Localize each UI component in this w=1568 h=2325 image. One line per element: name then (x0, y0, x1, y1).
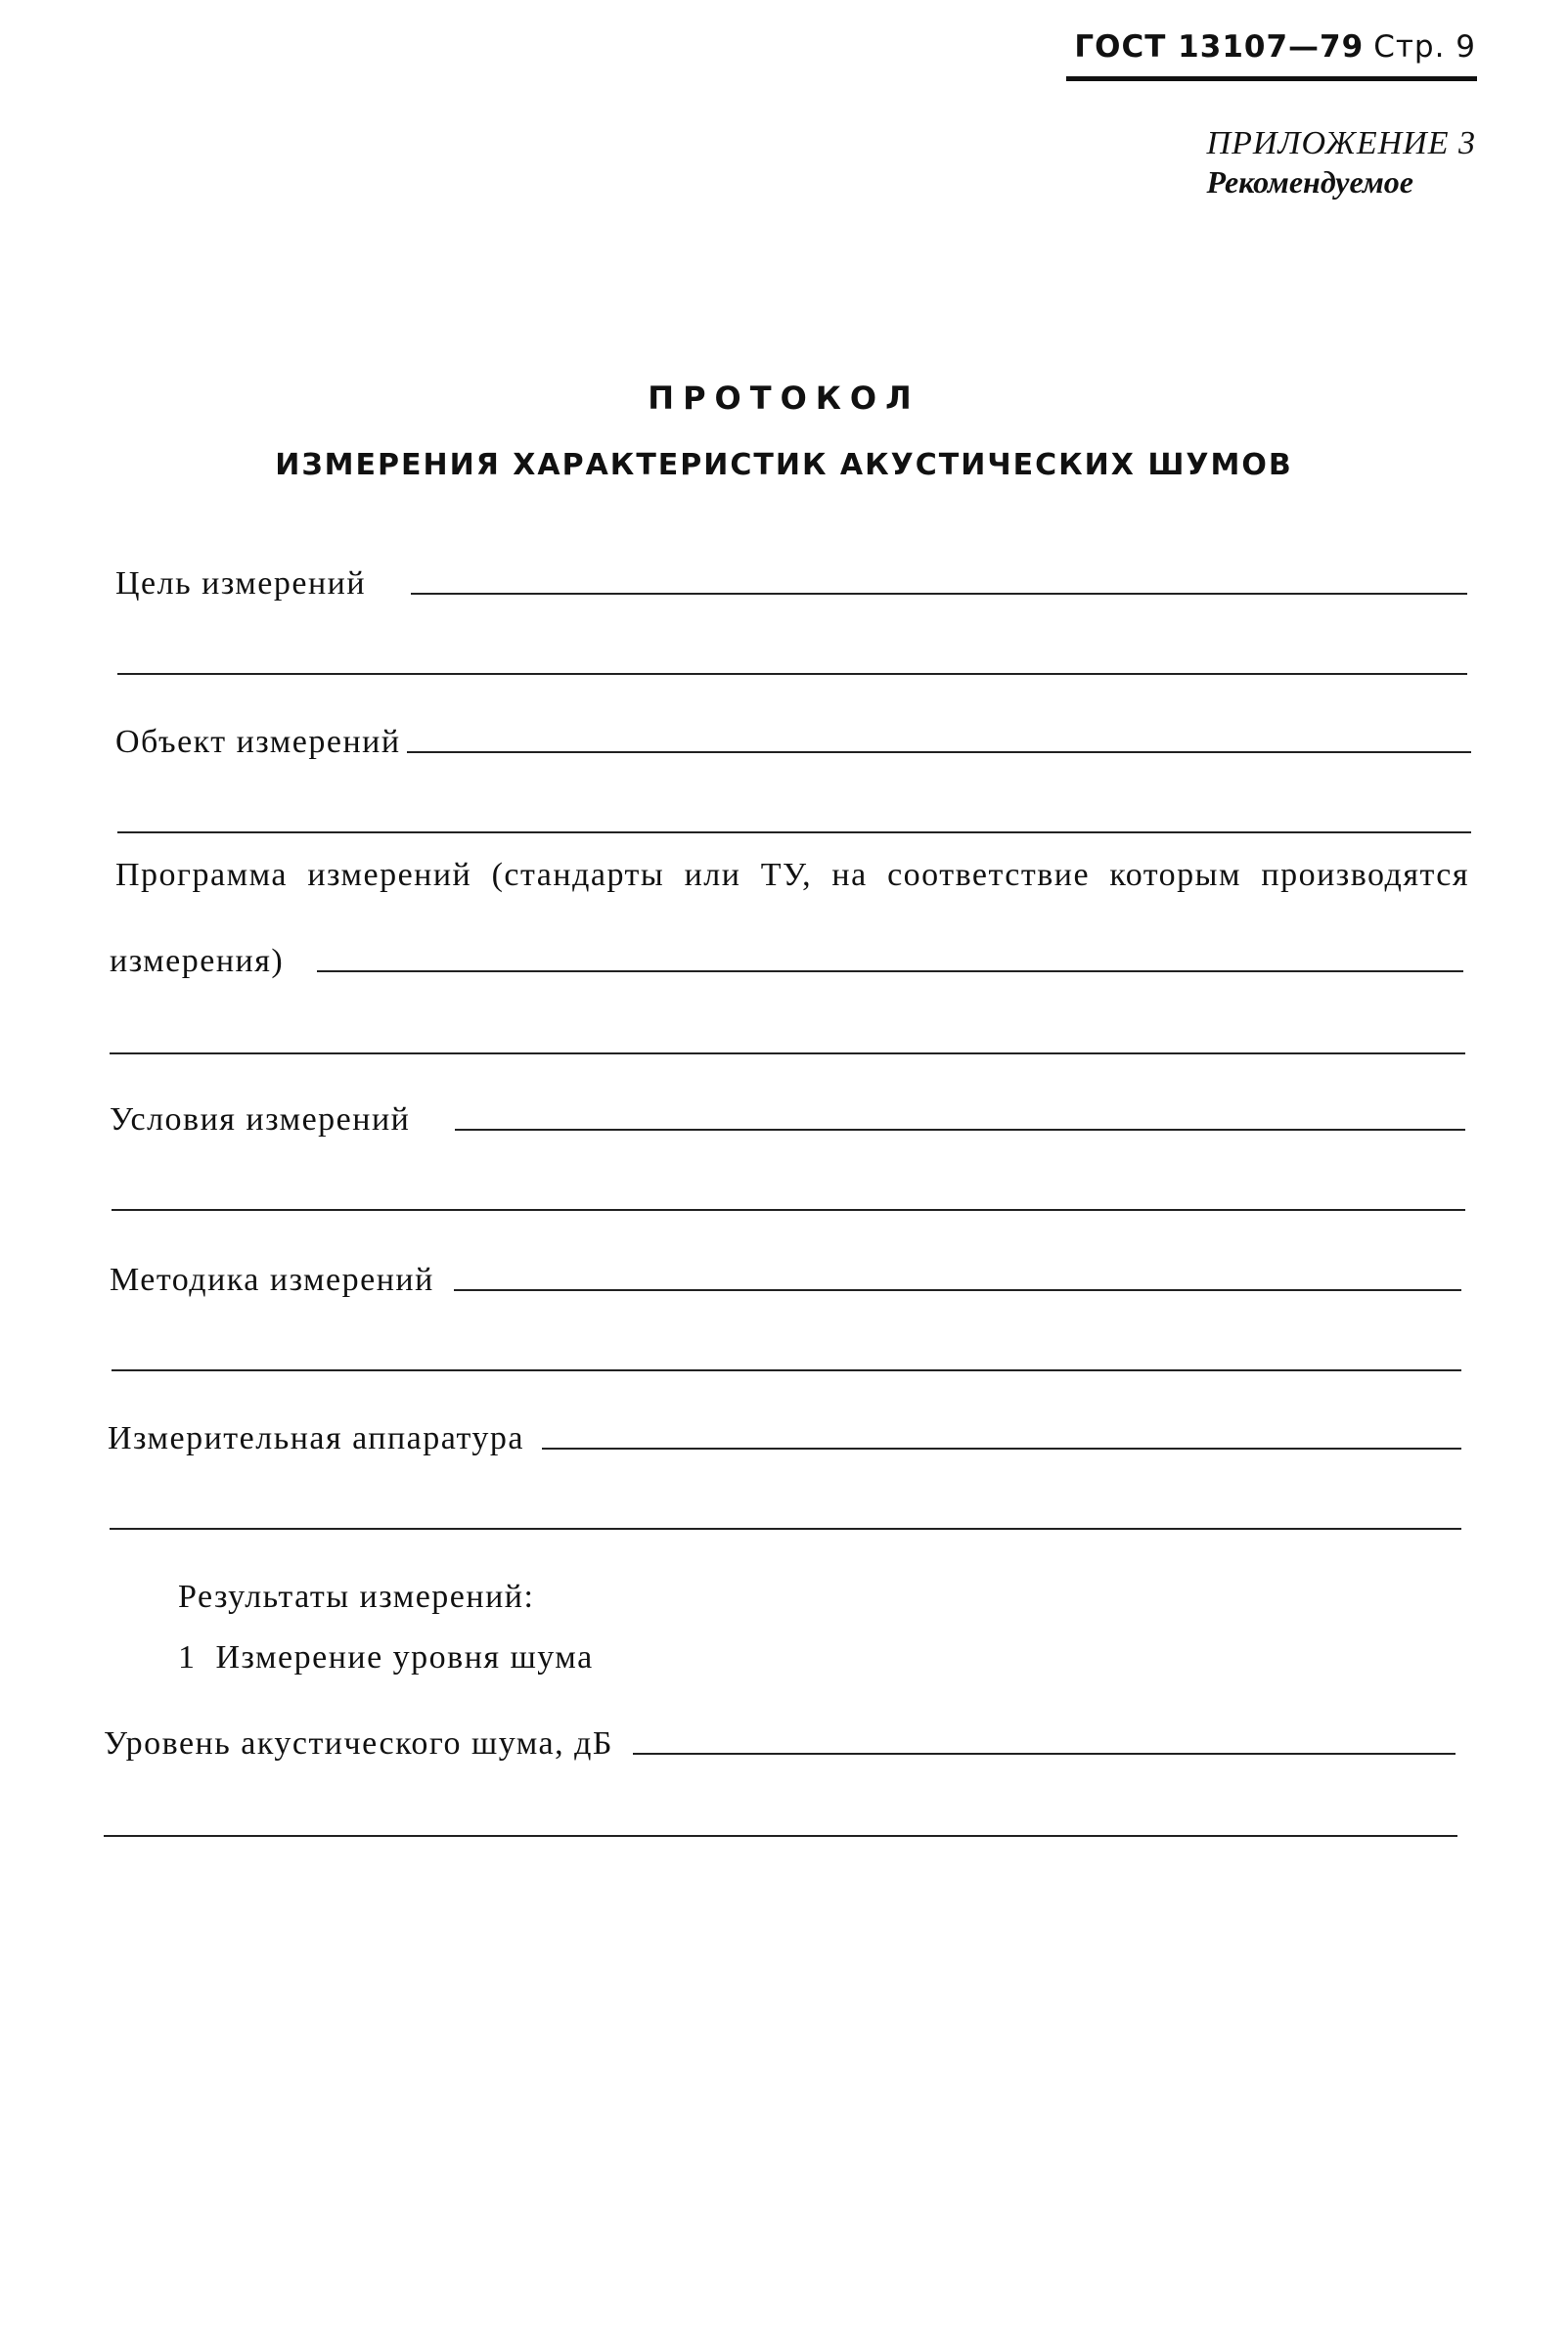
program-word: которым (1109, 857, 1242, 893)
program-word: на (831, 857, 868, 893)
results-item-noise-measurement: 1 Измерение уровня шума (178, 1639, 594, 1676)
purpose-blank-line[interactable] (117, 673, 1467, 675)
equipment-label: Измерительная аппаратура (108, 1420, 524, 1456)
document-subtitle: ИЗМЕРЕНИЯ ХАРАКТЕРИСТИК АКУСТИЧЕСКИХ ШУМОВ (275, 448, 1293, 482)
noise-level-field[interactable] (104, 1725, 1456, 1768)
page-header (1074, 29, 1476, 65)
program-label-cont: измерения) (110, 943, 285, 979)
results-heading: Результаты измерений: (178, 1579, 535, 1615)
program-fill-line[interactable] (317, 970, 1463, 972)
conditions-blank-line[interactable] (112, 1209, 1465, 1211)
appendix-number: ПРИЛОЖЕНИЕ 3 (1206, 125, 1476, 161)
appendix-type: Рекомендуемое (1206, 164, 1413, 200)
program-field[interactable] (110, 943, 1463, 986)
method-fill-line[interactable] (454, 1289, 1461, 1291)
method-label: Методика измерений (110, 1262, 434, 1298)
conditions-label: Условия измерений (110, 1101, 411, 1138)
purpose-field[interactable] (115, 565, 1467, 608)
program-word: Программа (115, 857, 288, 893)
program-word: ТУ, (760, 857, 813, 893)
method-blank-line[interactable] (112, 1369, 1461, 1371)
noise-level-label: Уровень акустического шума, дБ (104, 1725, 613, 1762)
equipment-fill-line[interactable] (542, 1448, 1461, 1450)
program-word: или (684, 857, 741, 893)
conditions-fill-line[interactable] (455, 1129, 1465, 1131)
program-blank-line[interactable] (110, 1052, 1465, 1054)
program-word: производятся (1261, 857, 1469, 893)
header-rule (1066, 76, 1477, 81)
object-fill-line[interactable] (407, 751, 1471, 753)
program-word: (стандарты (491, 857, 665, 893)
program-word: измерений (307, 857, 472, 893)
equipment-blank-line[interactable] (110, 1528, 1461, 1530)
conditions-field[interactable] (110, 1101, 1465, 1144)
object-label: Объект измерений (115, 724, 401, 760)
page-number: Стр. 9 (1373, 29, 1476, 65)
purpose-fill-line[interactable] (411, 593, 1467, 595)
object-blank-line[interactable] (117, 831, 1471, 833)
noise-level-fill-line[interactable] (633, 1753, 1456, 1755)
object-field[interactable] (115, 724, 1471, 767)
document-title: ПРОТОКОЛ (648, 380, 920, 417)
method-field[interactable] (110, 1262, 1461, 1305)
purpose-label: Цель измерений (115, 565, 367, 602)
noise-level-blank-line[interactable] (104, 1835, 1457, 1837)
equipment-field[interactable] (108, 1420, 1461, 1463)
program-text (115, 857, 1469, 894)
program-word: соответствие (887, 857, 1091, 893)
appendix-label (1207, 125, 1476, 201)
standard-number: ГОСТ 13107—79 (1074, 29, 1365, 65)
